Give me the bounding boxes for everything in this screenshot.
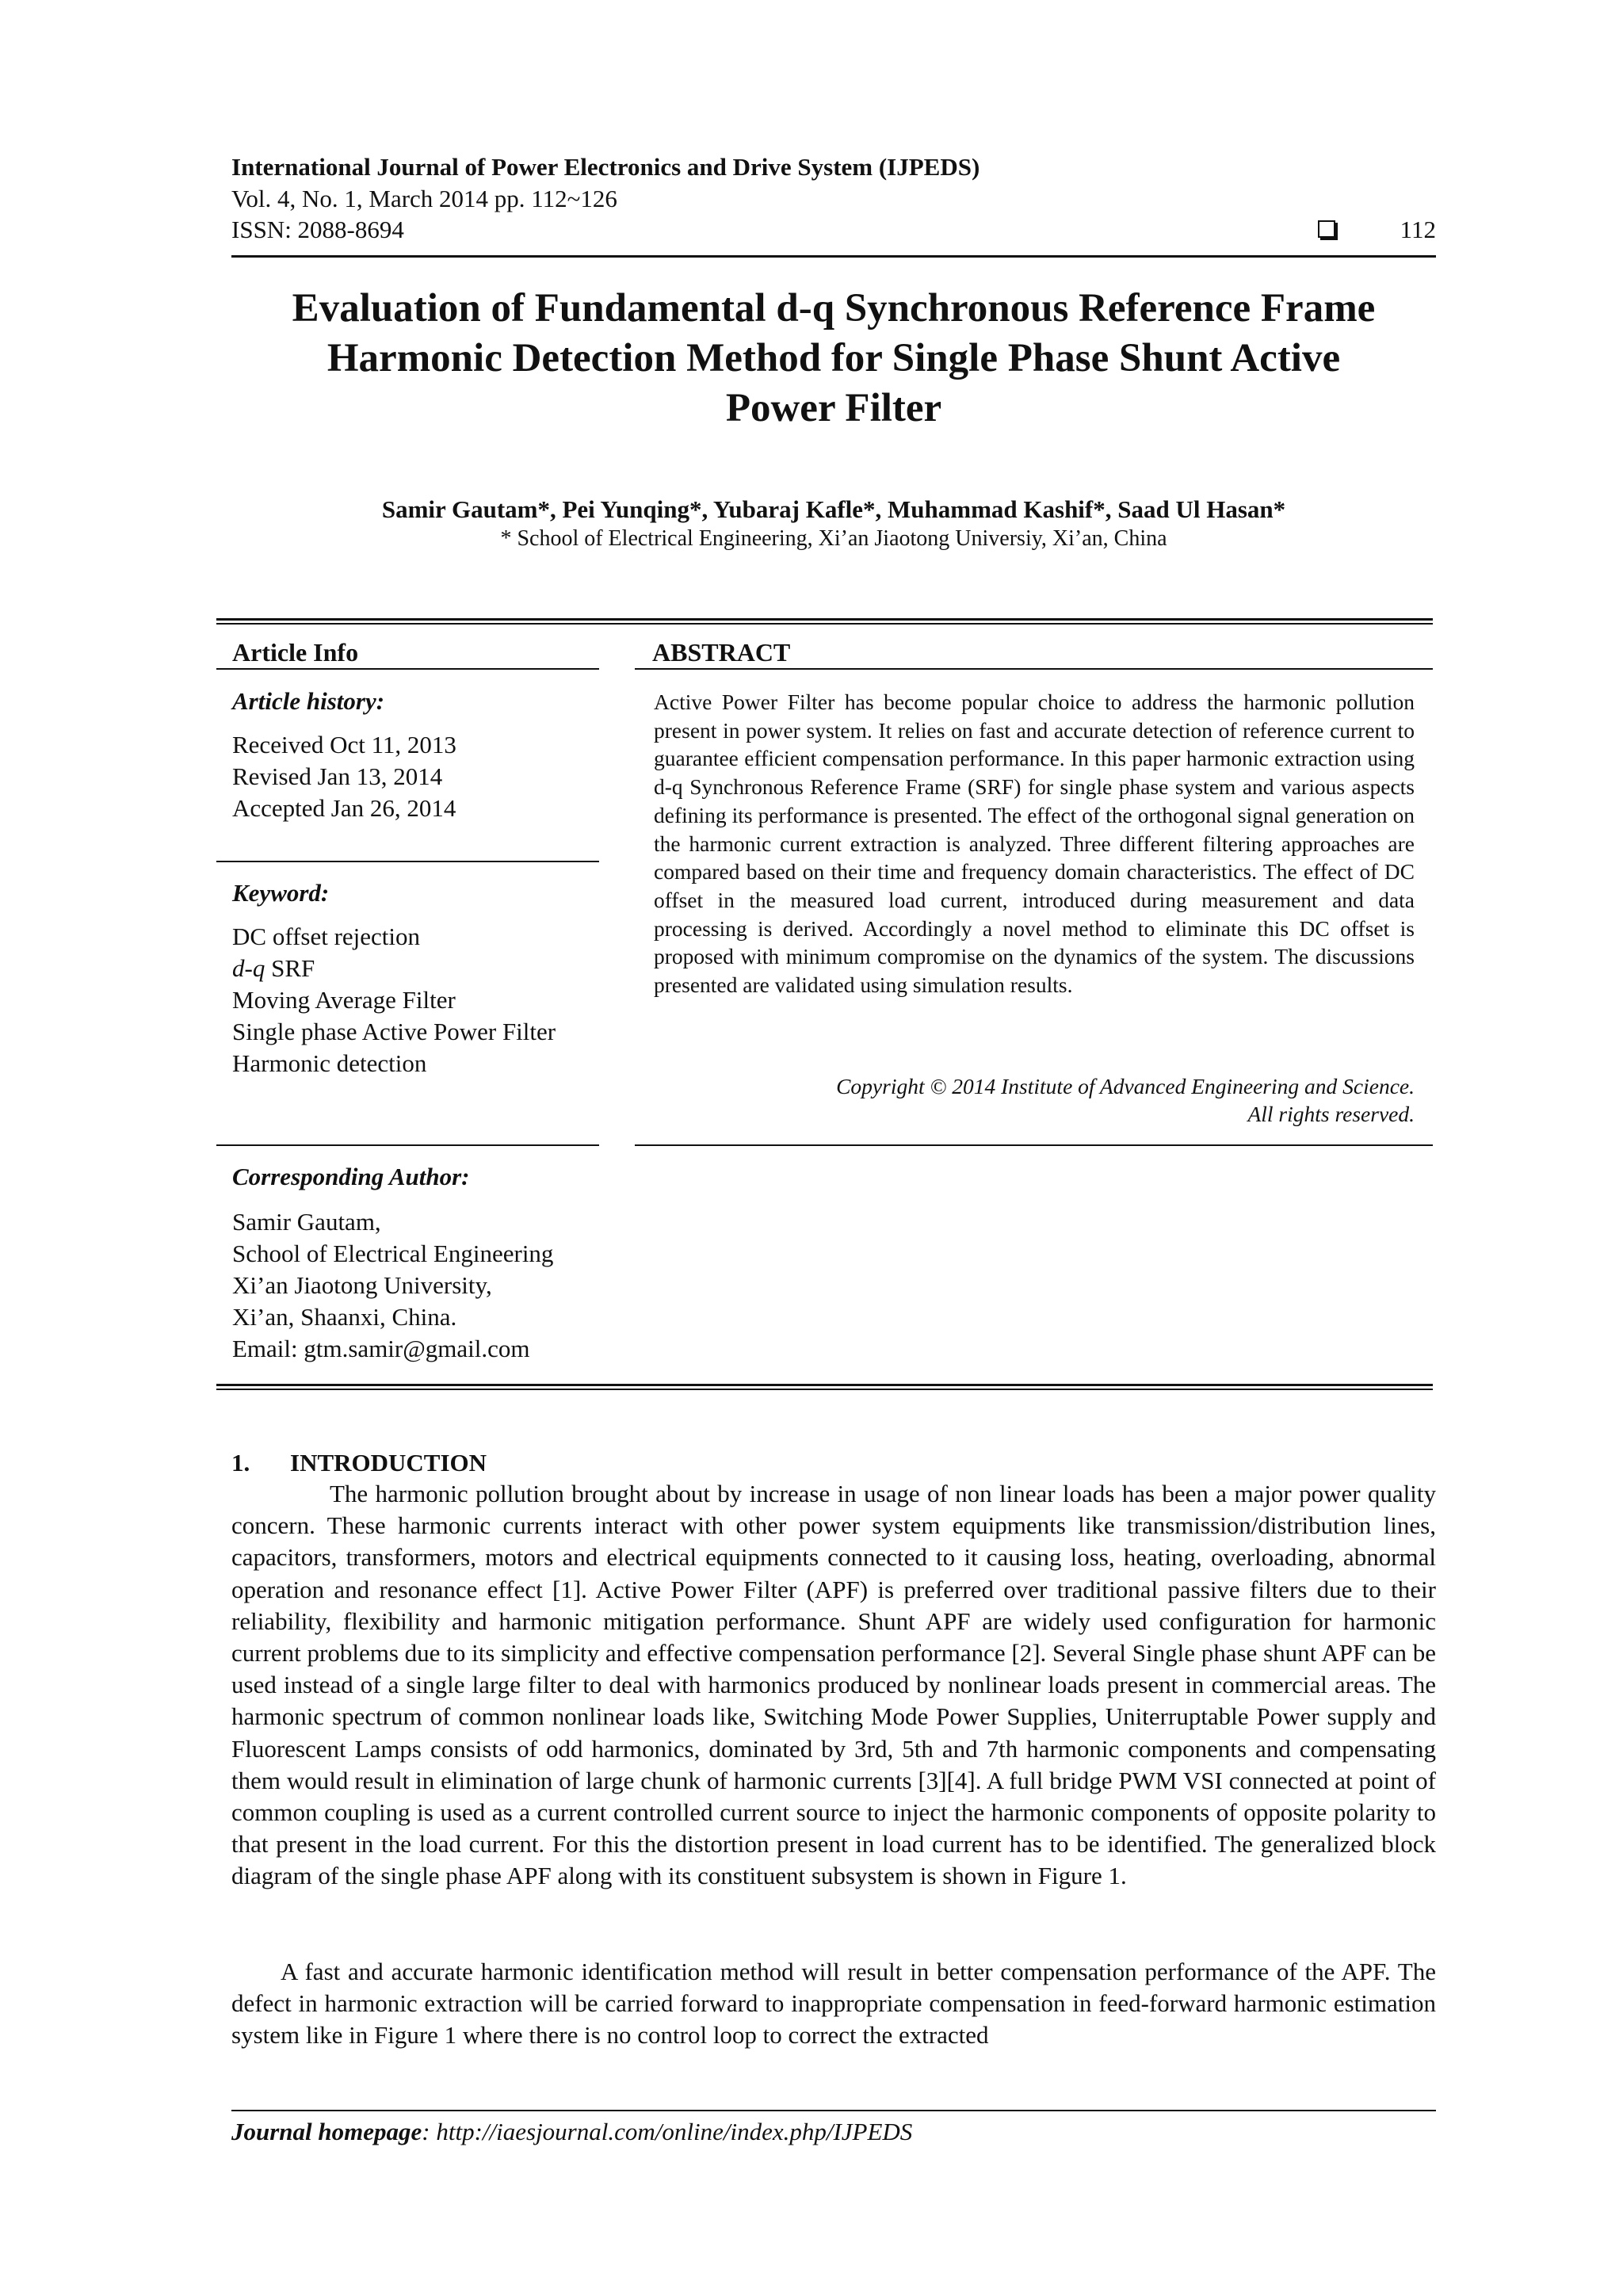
revised-date: Revised Jan 13, 2014 — [232, 762, 443, 790]
keyword-item: Moving Average Filter — [232, 986, 456, 1014]
author-university: Xi’an Jiaotong University, — [232, 1271, 492, 1299]
title-line-3: Power Filter — [725, 386, 942, 430]
section-heading — [231, 1449, 487, 1477]
intro-paragraph-2: A fast and accurate harmonic identification method will result in better compensation performance of the APF. The defect in harmonic extraction will be carried forward to inappropriate compensation in feed-forward harmonic estimation system like in Figure 1 where there is no control loop to correct the extracted — [231, 1958, 1436, 2050]
section-title: INTRODUCTION — [290, 1449, 487, 1477]
keyword-item: Single phase Active Power Filter — [232, 1018, 556, 1045]
copyright-notice — [654, 1072, 1415, 1128]
keyword-italic-part: d-q — [232, 954, 265, 982]
abstract-bottom-rule — [635, 1144, 1433, 1146]
volume-line: Vol. 4, No. 1, March 2014 pp. 112~126 — [231, 185, 617, 212]
article-info-heading: Article Info — [232, 638, 359, 667]
keyword-heading: Keyword: — [232, 879, 330, 907]
author-rule — [216, 1144, 599, 1146]
keyword-item: DC offset rejection — [232, 923, 421, 950]
title-line-1: Evaluation of Fundamental d-q Synchronous Reference Frame — [292, 286, 1376, 330]
info-box-top-rule — [216, 618, 1433, 625]
page-number: 112 — [1400, 216, 1436, 243]
article-history-heading: Article history: — [232, 687, 385, 715]
intro-paragraph-1: The harmonic pollution brought about by increase in usage of non linear loads has been a major power quality concern. These harmonic currents interact with other power system equipments like transmission/distribution lines, capacitors, transformers, motors and electrical equipments connected to it causing loss, heating, overloading, abnormal operation and resonance effect [1]. Active Power Filter (APF) is preferred over traditional passive filters due to their reliability, flexibility and harmonic mitigation performance. Shunt APF are widely used configuration for harmonic current problems due to its simplicity and effective compensation performance [2]. Several Single phase shunt APF can be used instead of a single large filter to deal with harmonics produced by nonlinear loads present in commercial areas. The harmonic spectrum of common nonlinear loads like, Switching Mode Power Supplies, Uniterruptable Power supply and Fluorescent Lamps consists of odd harmonics, dominated by 3rd, 5th and 7th harmonic components and compensating them would result in elimination of large chunk of harmonic currents [3][4]. A full bridge PWM VSI connected at point of common coupling is used as a current controlled current source to inject the harmonic components of opposite polarity to that present in the load current. For this the distortion present in load current has to be identified. The generalized block diagram of the single phase APF along with its constituent subsystem is shown in Figure 1. — [231, 1480, 1436, 1890]
authors: Samir Gautam*, Pei Yunqing*, Yubaraj Kafle*, Muhammad Kashif*, Saad Ul Hasan* — [381, 495, 1286, 523]
square-box-icon — [1318, 220, 1335, 238]
keyword-item — [232, 953, 556, 984]
corresponding-author-details — [232, 1206, 553, 1365]
title-line-2: Harmonic Detection Method for Single Phase Shunt Active — [327, 336, 1341, 380]
footer-rule — [231, 2110, 1436, 2111]
author-department: School of Electrical Engineering — [232, 1240, 554, 1267]
keyword-rule — [216, 861, 599, 862]
accepted-date: Accepted Jan 26, 2014 — [232, 794, 456, 822]
homepage-separator: : — [422, 2118, 437, 2145]
homepage-link[interactable]: http://iaesjournal.com/online/index.php/IJPEDS — [436, 2118, 913, 2145]
homepage-label: Journal homepage — [231, 2118, 422, 2145]
received-date: Received Oct 11, 2013 — [232, 731, 456, 758]
abstract-rule — [635, 668, 1433, 670]
author-email: Email: gtm.samir@gmail.com — [232, 1335, 530, 1362]
journal-name: International Journal of Power Electronics and Drive System (IJPEDS) — [231, 153, 980, 181]
author-city: Xi’an, Shaanxi, China. — [232, 1303, 457, 1331]
section-number: 1. — [231, 1449, 250, 1477]
copyright-line-2: All rights reserved. — [1247, 1102, 1415, 1126]
copyright-line-1: Copyright © 2014 Institute of Advanced Engineering and Science. — [836, 1074, 1415, 1098]
keyword-list — [232, 921, 556, 1079]
article-history — [232, 729, 456, 824]
abstract-text: Active Power Filter has become popular choice to address the harmonic pollution present in power system. It relies on fast and accurate detection of reference current to guarantee efficient compensation performance. In this paper harmonic extraction using d-q Synchronous Reference Frame (SRF) for single phase system and various aspects defining its performance is presented. The effect of the orthogonal signal generation on the harmonic current extraction is analyzed. Three different filtering approaches are compared based on their time and frequency domain characteristics. The effect of DC offset in the measured load current, introduced during measurement and data processing is derived. Accordingly a novel method to eliminate this DC offset is proposed with minimum compromise on the dynamics of the system. The discussions presented are validated using simulation results. — [654, 690, 1415, 998]
abstract-heading: ABSTRACT — [652, 638, 791, 667]
journal-homepage — [231, 2118, 912, 2146]
author-name: Samir Gautam, — [232, 1208, 381, 1236]
keyword-item: Harmonic detection — [232, 1049, 427, 1077]
affiliation: * School of Electrical Engineering, Xi’an Jiaotong Universiy, Xi’an, China — [500, 526, 1167, 551]
paper-title — [231, 284, 1436, 434]
header-rule — [231, 255, 1436, 258]
info-box-bottom-rule — [216, 1384, 1433, 1390]
issn: ISSN: 2088-8694 — [231, 216, 404, 243]
keyword-rest: SRF — [265, 954, 315, 982]
corresponding-author-heading: Corresponding Author: — [232, 1163, 470, 1190]
article-info-rule — [216, 668, 599, 670]
